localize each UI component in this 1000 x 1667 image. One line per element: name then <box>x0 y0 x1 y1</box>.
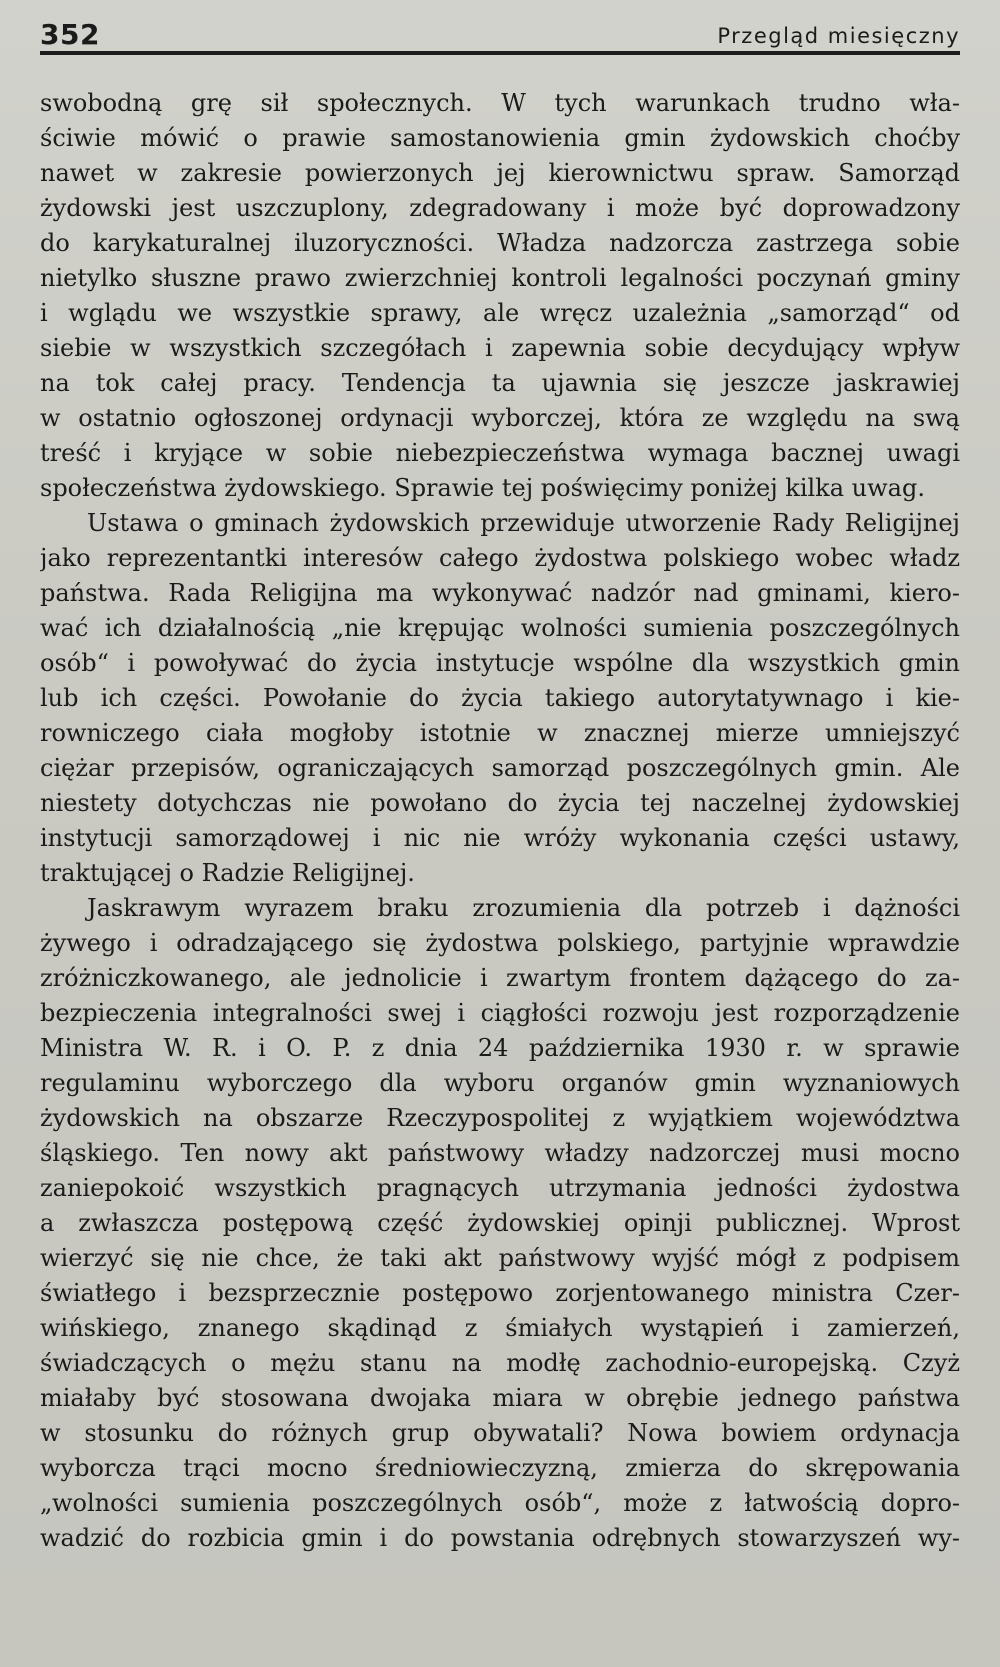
text-line: siebie w wszystkich szczegółach i zapewnia sobie decydujący wpływ <box>40 334 960 362</box>
text-line: treść i kryjące w sobie niebezpieczeństwa wymaga bacznej uwagi <box>40 439 960 467</box>
text-line: żydowski jest uszczuplony, zdegradowany i może być doprowadzony <box>40 194 960 222</box>
page-header <box>40 20 960 55</box>
text-line: żywego i odradzającego się żydostwa polskiego, partyjnie wprawdzie <box>40 929 960 957</box>
text-line: świadczących o mężu stanu na modłę zachodnio-europejską. Czyż <box>40 1349 960 1377</box>
text-line: zróżniczkowanego, ale jednolicie i zwartym frontem dążącego do za- <box>40 964 960 992</box>
text-line: Jaskrawym wyrazem braku zrozumienia dla potrzeb i dążności <box>87 894 960 922</box>
text-line: traktującej o Radzie Religijnej. <box>40 859 415 887</box>
text-line: Ustawa o gminach żydowskich przewiduje utworzenie Rady Religijnej <box>87 509 960 537</box>
text-line: wadzić do rozbicia gmin i do powstania odrębnych stowarzyszeń wy- <box>40 1524 960 1552</box>
text-line: światłego i bezsprzecznie postępowo zorjentowanego ministra Czer- <box>40 1279 960 1307</box>
text-line: w ostatnio ogłoszonej ordynacji wyborczej, która ze względu na swą <box>40 404 960 432</box>
text-line: ściwie mówić o prawie samostanowienia gmin żydowskich choćby <box>40 124 960 152</box>
text-line: swobodną grę sił społecznych. W tych warunkach trudno wła- <box>40 89 960 117</box>
text-line: wyborcza trąci mocno średniowieczyzną, zmierza do skrępowania <box>40 1454 960 1482</box>
text-line: niestety dotychczas nie powołano do życia tej naczelnej żydowskiej <box>40 789 960 817</box>
text-line: śląskiego. Ten nowy akt państwowy władzy nadzorczej musi mocno <box>40 1139 960 1167</box>
text-line: a zwłaszcza postępową część żydowskiej opinji publicznej. Wprost <box>40 1209 960 1237</box>
text-line: miałaby być stosowana dwojaka miara w obrębie jednego państwa <box>40 1384 960 1412</box>
text-line: „wolności sumienia poszczególnych osób“, może z łatwością dopro- <box>40 1489 960 1517</box>
text-line: do karykaturalnej iluzoryczności. Władza nadzorcza zastrzega sobie <box>40 229 960 257</box>
running-title: Przegląd miesięczny <box>717 24 960 48</box>
text-line: żydowskich na obszarze Rzeczypospolitej z wyjątkiem województwa <box>40 1104 960 1132</box>
text-line: wać ich działalnością „nie krępując wolności sumienia poszczególnych <box>40 614 960 642</box>
text-line: wierzyć się nie chce, że taki akt państwowy wyjść mógł z podpisem <box>40 1244 960 1272</box>
text-line: społeczeństwa żydowskiego. Sprawie tej poświęcimy poniżej kilka uwag. <box>40 474 925 502</box>
text-line: i wglądu we wszystkie sprawy, ale wręcz uzależnia „samorząd“ od <box>40 299 960 327</box>
text-line: Ministra W. R. i O. P. z dnia 24 października 1930 r. w sprawie <box>40 1034 960 1062</box>
text-line: nawet w zakresie powierzonych jej kierownictwu spraw. Samorząd <box>40 159 960 187</box>
text-line: jako reprezentantki interesów całego żydostwa polskiego wobec władz <box>40 544 960 572</box>
text-line: rowniczego ciała mogłoby istotnie w znacznej mierze umniejszyć <box>40 719 960 747</box>
body-text <box>40 86 960 1556</box>
text-line: na tok całej pracy. Tendencja ta ujawnia się jeszcze jaskrawiej <box>40 369 960 397</box>
text-line: nietylko słuszne prawo zwierzchniej kontroli legalności poczynań gminy <box>40 264 960 292</box>
text-line: bezpieczenia integralności swej i ciągłości rozwoju jest rozporządzenie <box>40 999 960 1027</box>
text-line: wińskiego, znanego skądinąd z śmiałych wystąpień i zamierzeń, <box>40 1314 960 1342</box>
text-line: osób“ i powoływać do życia instytucje wspólne dla wszystkich gmin <box>40 649 960 677</box>
text-line: regulaminu wyborczego dla wyboru organów gmin wyznaniowych <box>40 1069 960 1097</box>
text-line: ciężar przepisów, ograniczających samorząd poszczególnych gmin. Ale <box>40 754 960 782</box>
text-line: państwa. Rada Religijna ma wykonywać nadzór nad gminami, kiero- <box>40 579 960 607</box>
text-line: lub ich części. Powołanie do życia takiego autorytatywnago i kie- <box>40 684 960 712</box>
text-line: instytucji samorządowej i nic nie wróży wykonania części ustawy, <box>40 824 960 852</box>
text-line: zaniepokoić wszystkich pragnących utrzymania jedności żydostwa <box>40 1174 960 1202</box>
text-line: w stosunku do różnych grup obywatali? Nowa bowiem ordynacja <box>40 1419 960 1447</box>
page-number: 352 <box>40 18 100 51</box>
